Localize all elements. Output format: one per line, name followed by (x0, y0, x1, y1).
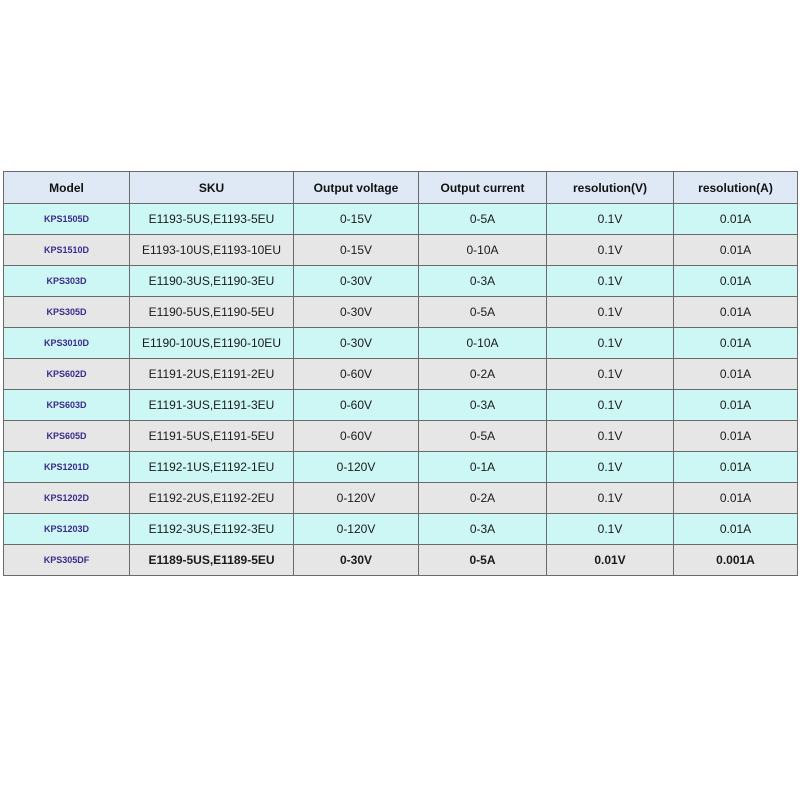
sku-cell: E1191-2US,E1191-2EU (130, 359, 294, 390)
current-cell: 0-5A (419, 204, 547, 235)
resolution-v-cell: 0.01V (547, 545, 674, 576)
voltage-cell: 0-30V (294, 297, 419, 328)
table-row (4, 452, 798, 483)
voltage-cell: 0-60V (294, 421, 419, 452)
sku-cell: E1190-10US,E1190-10EU (130, 328, 294, 359)
resolution-a-cell: 0.01A (674, 514, 798, 545)
resolution-a-cell: 0.01A (674, 204, 798, 235)
resolution-a-cell: 0.01A (674, 483, 798, 514)
current-cell: 0-2A (419, 483, 547, 514)
spec-table-container (3, 171, 797, 576)
voltage-cell: 0-60V (294, 390, 419, 421)
model-cell: KPS3010D (4, 328, 130, 359)
header-resolution-v: resolution(V) (547, 172, 674, 204)
resolution-v-cell: 0.1V (547, 235, 674, 266)
current-cell: 0-5A (419, 297, 547, 328)
voltage-cell: 0-30V (294, 545, 419, 576)
resolution-a-cell: 0.01A (674, 297, 798, 328)
resolution-a-cell: 0.01A (674, 452, 798, 483)
resolution-v-cell: 0.1V (547, 204, 674, 235)
header-resolution-a: resolution(A) (674, 172, 798, 204)
spec-table (3, 171, 798, 576)
header-output-current: Output current (419, 172, 547, 204)
model-cell: KPS603D (4, 390, 130, 421)
model-cell: KPS602D (4, 359, 130, 390)
table-row (4, 390, 798, 421)
table-row (4, 266, 798, 297)
model-cell: KPS303D (4, 266, 130, 297)
voltage-cell: 0-15V (294, 204, 419, 235)
current-cell: 0-10A (419, 328, 547, 359)
sku-cell: E1192-1US,E1192-1EU (130, 452, 294, 483)
resolution-v-cell: 0.1V (547, 266, 674, 297)
model-cell: KPS1505D (4, 204, 130, 235)
resolution-v-cell: 0.1V (547, 483, 674, 514)
current-cell: 0-2A (419, 359, 547, 390)
model-cell: KPS1510D (4, 235, 130, 266)
current-cell: 0-1A (419, 452, 547, 483)
voltage-cell: 0-120V (294, 514, 419, 545)
current-cell: 0-3A (419, 390, 547, 421)
table-row (4, 421, 798, 452)
current-cell: 0-3A (419, 266, 547, 297)
sku-cell: E1190-5US,E1190-5EU (130, 297, 294, 328)
resolution-v-cell: 0.1V (547, 297, 674, 328)
sku-cell: E1189-5US,E1189-5EU (130, 545, 294, 576)
resolution-v-cell: 0.1V (547, 359, 674, 390)
model-cell: KPS1203D (4, 514, 130, 545)
voltage-cell: 0-15V (294, 235, 419, 266)
resolution-v-cell: 0.1V (547, 328, 674, 359)
resolution-a-cell: 0.01A (674, 421, 798, 452)
voltage-cell: 0-30V (294, 266, 419, 297)
resolution-v-cell: 0.1V (547, 390, 674, 421)
table-row (4, 483, 798, 514)
sku-cell: E1190-3US,E1190-3EU (130, 266, 294, 297)
resolution-a-cell: 0.01A (674, 328, 798, 359)
resolution-a-cell: 0.01A (674, 235, 798, 266)
current-cell: 0-3A (419, 514, 547, 545)
resolution-v-cell: 0.1V (547, 452, 674, 483)
sku-cell: E1193-10US,E1193-10EU (130, 235, 294, 266)
model-cell: KPS305DF (4, 545, 130, 576)
current-cell: 0-10A (419, 235, 547, 266)
voltage-cell: 0-120V (294, 452, 419, 483)
sku-cell: E1192-2US,E1192-2EU (130, 483, 294, 514)
voltage-cell: 0-60V (294, 359, 419, 390)
table-header-row (4, 172, 798, 204)
table-row (4, 545, 798, 576)
model-cell: KPS305D (4, 297, 130, 328)
current-cell: 0-5A (419, 421, 547, 452)
voltage-cell: 0-30V (294, 328, 419, 359)
header-sku: SKU (130, 172, 294, 204)
sku-cell: E1193-5US,E1193-5EU (130, 204, 294, 235)
resolution-a-cell: 0.01A (674, 359, 798, 390)
model-cell: KPS1202D (4, 483, 130, 514)
table-row (4, 328, 798, 359)
resolution-v-cell: 0.1V (547, 421, 674, 452)
table-row (4, 297, 798, 328)
model-cell: KPS1201D (4, 452, 130, 483)
table-row (4, 235, 798, 266)
sku-cell: E1191-3US,E1191-3EU (130, 390, 294, 421)
header-model: Model (4, 172, 130, 204)
sku-cell: E1192-3US,E1192-3EU (130, 514, 294, 545)
model-cell: KPS605D (4, 421, 130, 452)
table-row (4, 204, 798, 235)
table-row (4, 359, 798, 390)
sku-cell: E1191-5US,E1191-5EU (130, 421, 294, 452)
header-output-voltage: Output voltage (294, 172, 419, 204)
resolution-v-cell: 0.1V (547, 514, 674, 545)
voltage-cell: 0-120V (294, 483, 419, 514)
table-row (4, 514, 798, 545)
current-cell: 0-5A (419, 545, 547, 576)
resolution-a-cell: 0.01A (674, 266, 798, 297)
resolution-a-cell: 0.01A (674, 390, 798, 421)
resolution-a-cell: 0.001A (674, 545, 798, 576)
